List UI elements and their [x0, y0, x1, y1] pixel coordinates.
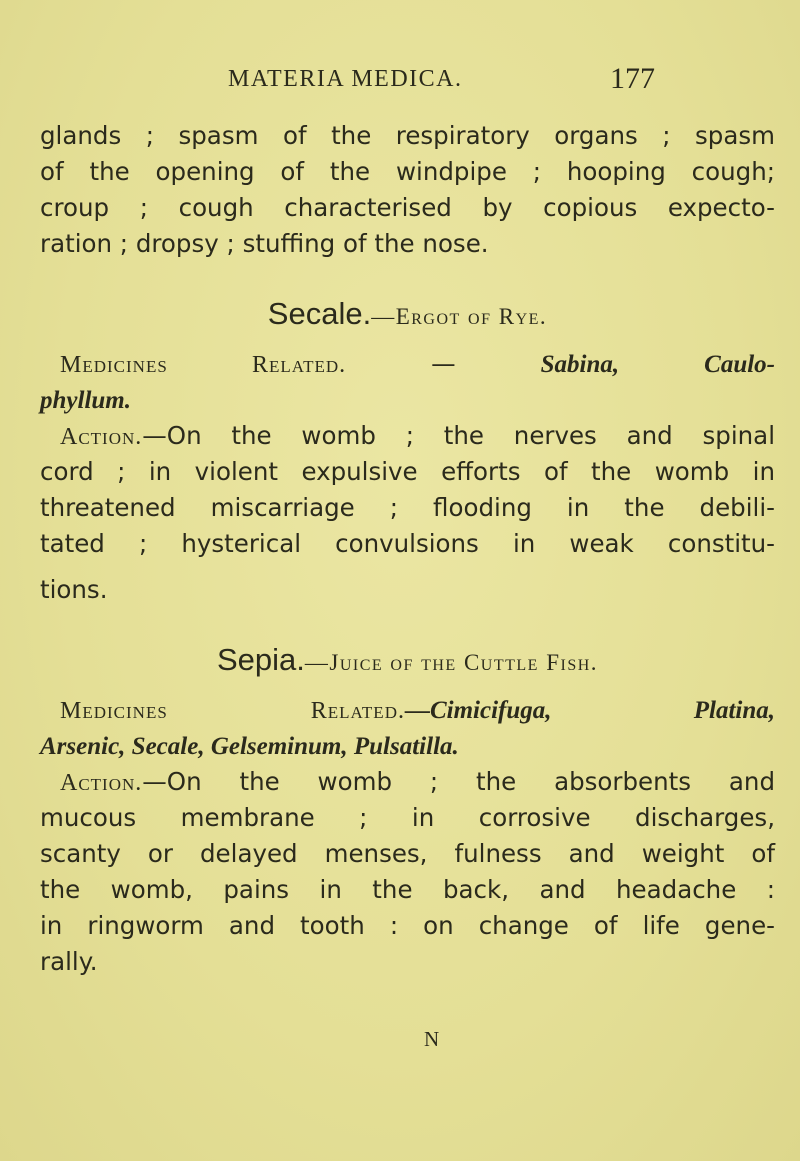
- text-line: in ringworm and tooth : on change of life gene-: [40, 911, 775, 940]
- text-line: the womb, pains in the back, and headache :: [40, 875, 775, 904]
- action-text: —On the womb ; the nerves and spinal: [142, 421, 775, 450]
- related-remedies: Arsenic, Secale, Gelseminum, Pulsatilla.: [40, 733, 459, 760]
- related-label: Medicines Related.: [60, 698, 405, 724]
- signature-mark: N: [424, 1027, 440, 1051]
- secale-related-line: [40, 346, 775, 382]
- sepia-subtitle: —Juice of the Cuttle Fish.: [304, 650, 599, 675]
- sepia-related-line: [40, 692, 775, 728]
- sepia-related-continued: [40, 728, 775, 764]
- page-number: 177: [610, 62, 655, 95]
- related-label: Medicines Related.: [60, 352, 347, 378]
- action-text: —On the womb ; the absorbents and: [142, 767, 775, 796]
- action-label: Action.: [60, 770, 143, 796]
- related-remedy: Sabina,: [540, 351, 620, 378]
- text-line: tated ; hysterical convulsions in weak constitu-: [40, 529, 775, 558]
- related-remedy: phyllum.: [40, 387, 131, 414]
- text-line: ration ; dropsy ; stuffing of the nose.: [40, 229, 489, 258]
- secale-heading: [40, 296, 775, 332]
- sepia-heading: [40, 642, 775, 678]
- text-line: croup ; cough characterised by copious expecto-: [40, 193, 775, 222]
- related-remedies: —Cimicifuga, Platina,: [404, 697, 775, 724]
- running-head: MATERIA MEDICA.: [228, 66, 463, 92]
- related-remedy: Caulo-: [704, 351, 775, 378]
- secale-title: Secale.: [267, 296, 372, 331]
- text-line: of the opening of the windpipe ; hooping cough;: [40, 157, 775, 186]
- sepia-title: Sepia.: [216, 642, 305, 677]
- text-line: cord ; in violent expulsive efforts of the womb in: [40, 457, 775, 486]
- related-dash: —: [346, 349, 541, 378]
- action-label: Action.: [60, 424, 143, 450]
- text-line: threatened miscarriage ; flooding in the debili-: [40, 493, 775, 522]
- sepia-action-line: [40, 764, 775, 800]
- text-line: tions.: [40, 575, 108, 604]
- page-body: [40, 118, 775, 980]
- text-line: mucous membrane ; in corrosive discharges,: [40, 803, 775, 832]
- secale-related-continued: [40, 382, 775, 418]
- text-line: glands ; spasm of the respiratory organs ; spasm: [40, 121, 775, 150]
- text-line: scanty or delayed menses, fulness and weight of: [40, 839, 775, 868]
- text-line: rally.: [40, 947, 98, 976]
- secale-action-line: [40, 418, 775, 454]
- secale-subtitle: —Ergot of Rye.: [371, 304, 548, 329]
- page-header: [0, 62, 800, 102]
